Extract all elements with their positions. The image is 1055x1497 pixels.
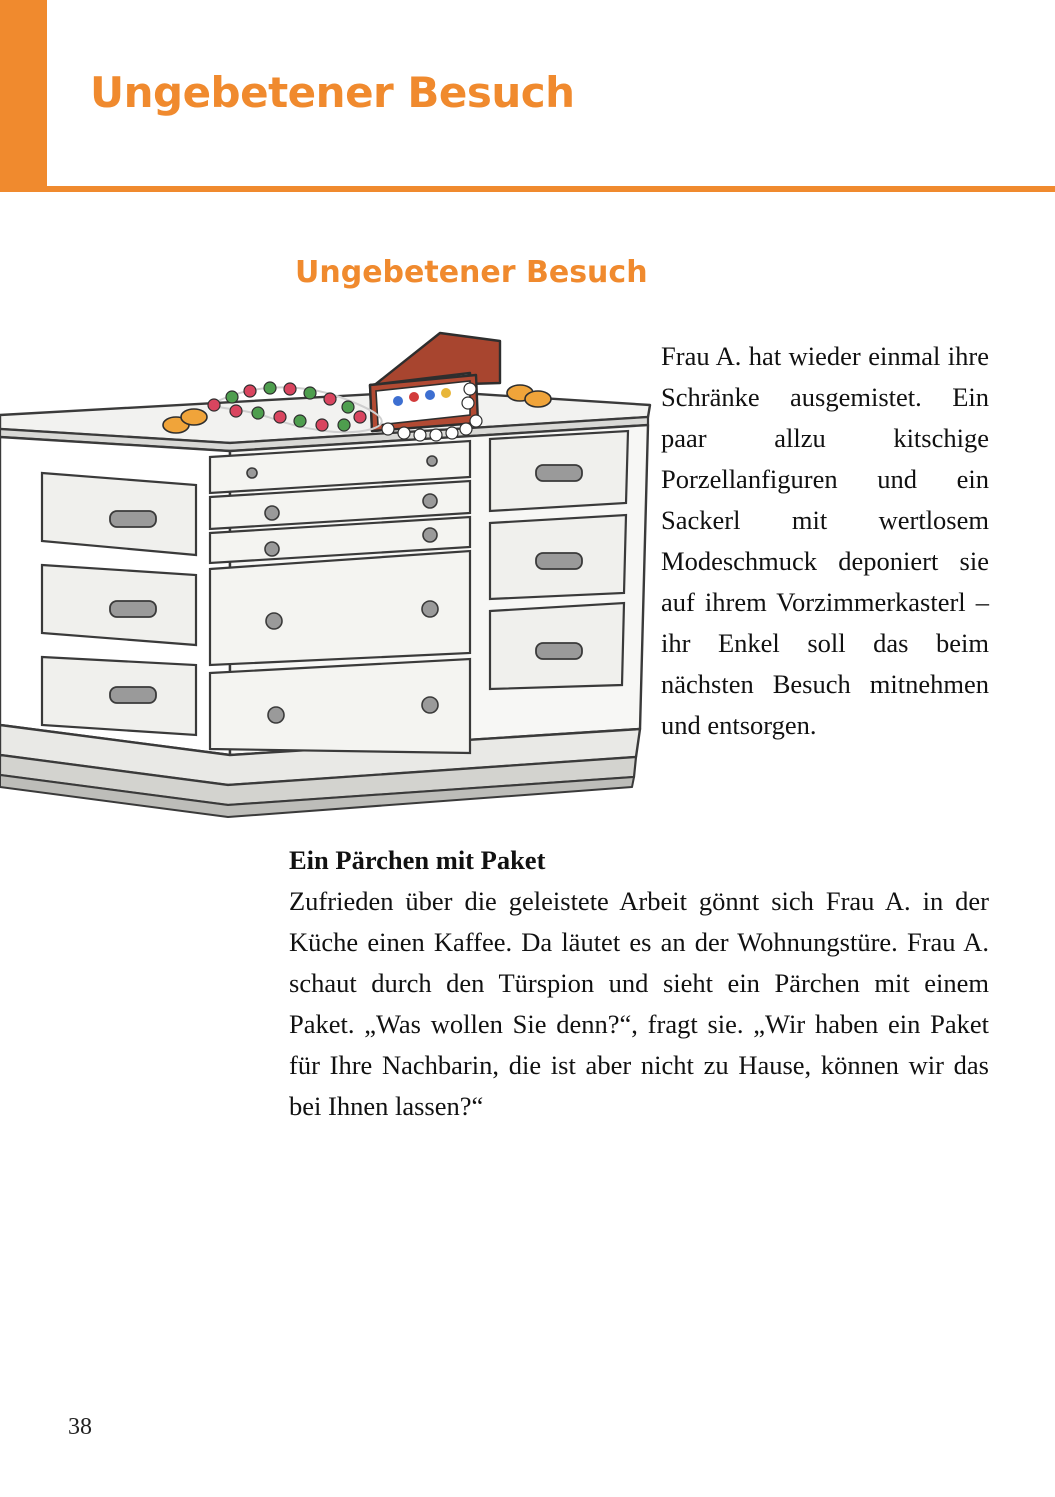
article-subheading: Ein Pärchen mit Paket bbox=[289, 845, 546, 875]
page-title: Ungebetener Besuch bbox=[90, 68, 575, 117]
article-lead-paragraph: Frau A. hat wieder einmal ihre Schränke ausgemistet. Ein paar allzu kitschige Porzellanfiguren und ein Sackerl mit wertlosem Modeschmuck deponiert sie auf ihrem Vorzimmerkasterl – ihr Enkel soll das beim nächsten Besuch mitnehmen und entsorgen. bbox=[661, 341, 989, 740]
section-heading: Ungebetener Besuch bbox=[295, 255, 648, 290]
page-header bbox=[0, 0, 1055, 192]
header-accent-bar bbox=[0, 0, 47, 192]
article-paragraph: Zufrieden über die geleistete Arbeit gönnt sich Frau A. in der Küche einen Kaffee. Da läutet es an der Wohnungstüre. Frau A. schaut durch den Türspion und sieht ein Pärchen mit einem Paket. „Was wollen Sie denn?“, fragt sie. „Wir haben ein Paket für Ihre Nachbarin, die ist aber nicht zu Hause, können wir das bei Ihnen lassen?“ bbox=[289, 886, 989, 1121]
header-divider-rule bbox=[47, 186, 1055, 192]
page-number: 38 bbox=[68, 1414, 92, 1440]
article-body bbox=[289, 336, 989, 1127]
text-wrap-spacer bbox=[289, 336, 661, 806]
